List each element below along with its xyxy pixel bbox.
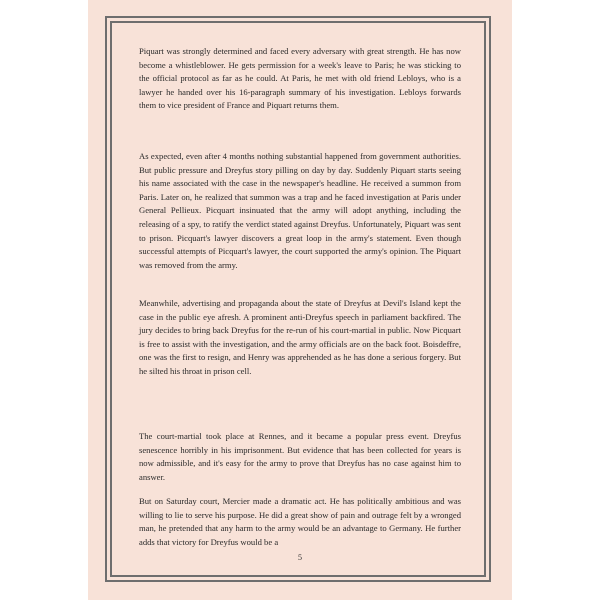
- paragraph-4: The court-martial took place at Rennes, and it became a popular press event. Dreyfus senescence horribly in his imprisonment. But evidence that has been collected for years is now admissible, and it's easy for the army to prove that Dreyfus has no case against him to answer.: [139, 431, 461, 482]
- page-number: 5: [298, 553, 302, 562]
- paragraph-5: But on Saturday court, Mercier made a dramatic act. He has politically ambitious and was willing to lie to serve his purpose. He did a great show of pain and outrage felt by a wronged man, he pretended that any harm to the army would be an advantage to Germany. He further adds that victory for Dreyfus would be a: [139, 496, 461, 547]
- paragraph-1: Piquart was strongly determined and faced every adversary with great strength. He has now become a whistleblower. He gets permission for a week's leave to Paris; he was sticking to the official protocol as far as he could. At Paris, he met with old friend Lebloys, who is a lawyer he handed over his 16-paragraph summary of his investigation. Lebloys forwards them to vice president of France and Piquart returns them.: [139, 46, 461, 111]
- paragraph-2: As expected, even after 4 months nothing substantial happened from government authorities. But public pressure and Dreyfus story pilling on day by day. Suddenly Piquart starts seeing his name associated with the case in the newspaper's headline. He received a summon from Paris. Later on, he realized that summon was a trap and he faced investigation at Paris under General Pellieux. Picquart insinuated that the army will adopt anything, including the releasing of a spy, to ratify the verdict stated against Dreyfus. Unfortunately, Piquart was sent to prison. Picquart's lawyer discovers a great loop in the army's statement. Even though successful attempts of Picquart's lawyer, the court supported the army's opinion. The Piquart was removed from the army.: [139, 151, 461, 270]
- paragraph-3: Meanwhile, advertising and propaganda about the state of Dreyfus at Devil's Island kept the case in the public eye afresh. A prominent anti-Dreyfus speech in parliament backfired. The jury decides to bring back Dreyfus for the re-run of his court-martial in public. Now Picquart is free to assist with the investigation, and the army officials are on the back foot. Boisdeffre, one was the first to resign, and Henry was apprehended as he has done a serious forgery. But he silted his throat in prison cell.: [139, 298, 461, 376]
